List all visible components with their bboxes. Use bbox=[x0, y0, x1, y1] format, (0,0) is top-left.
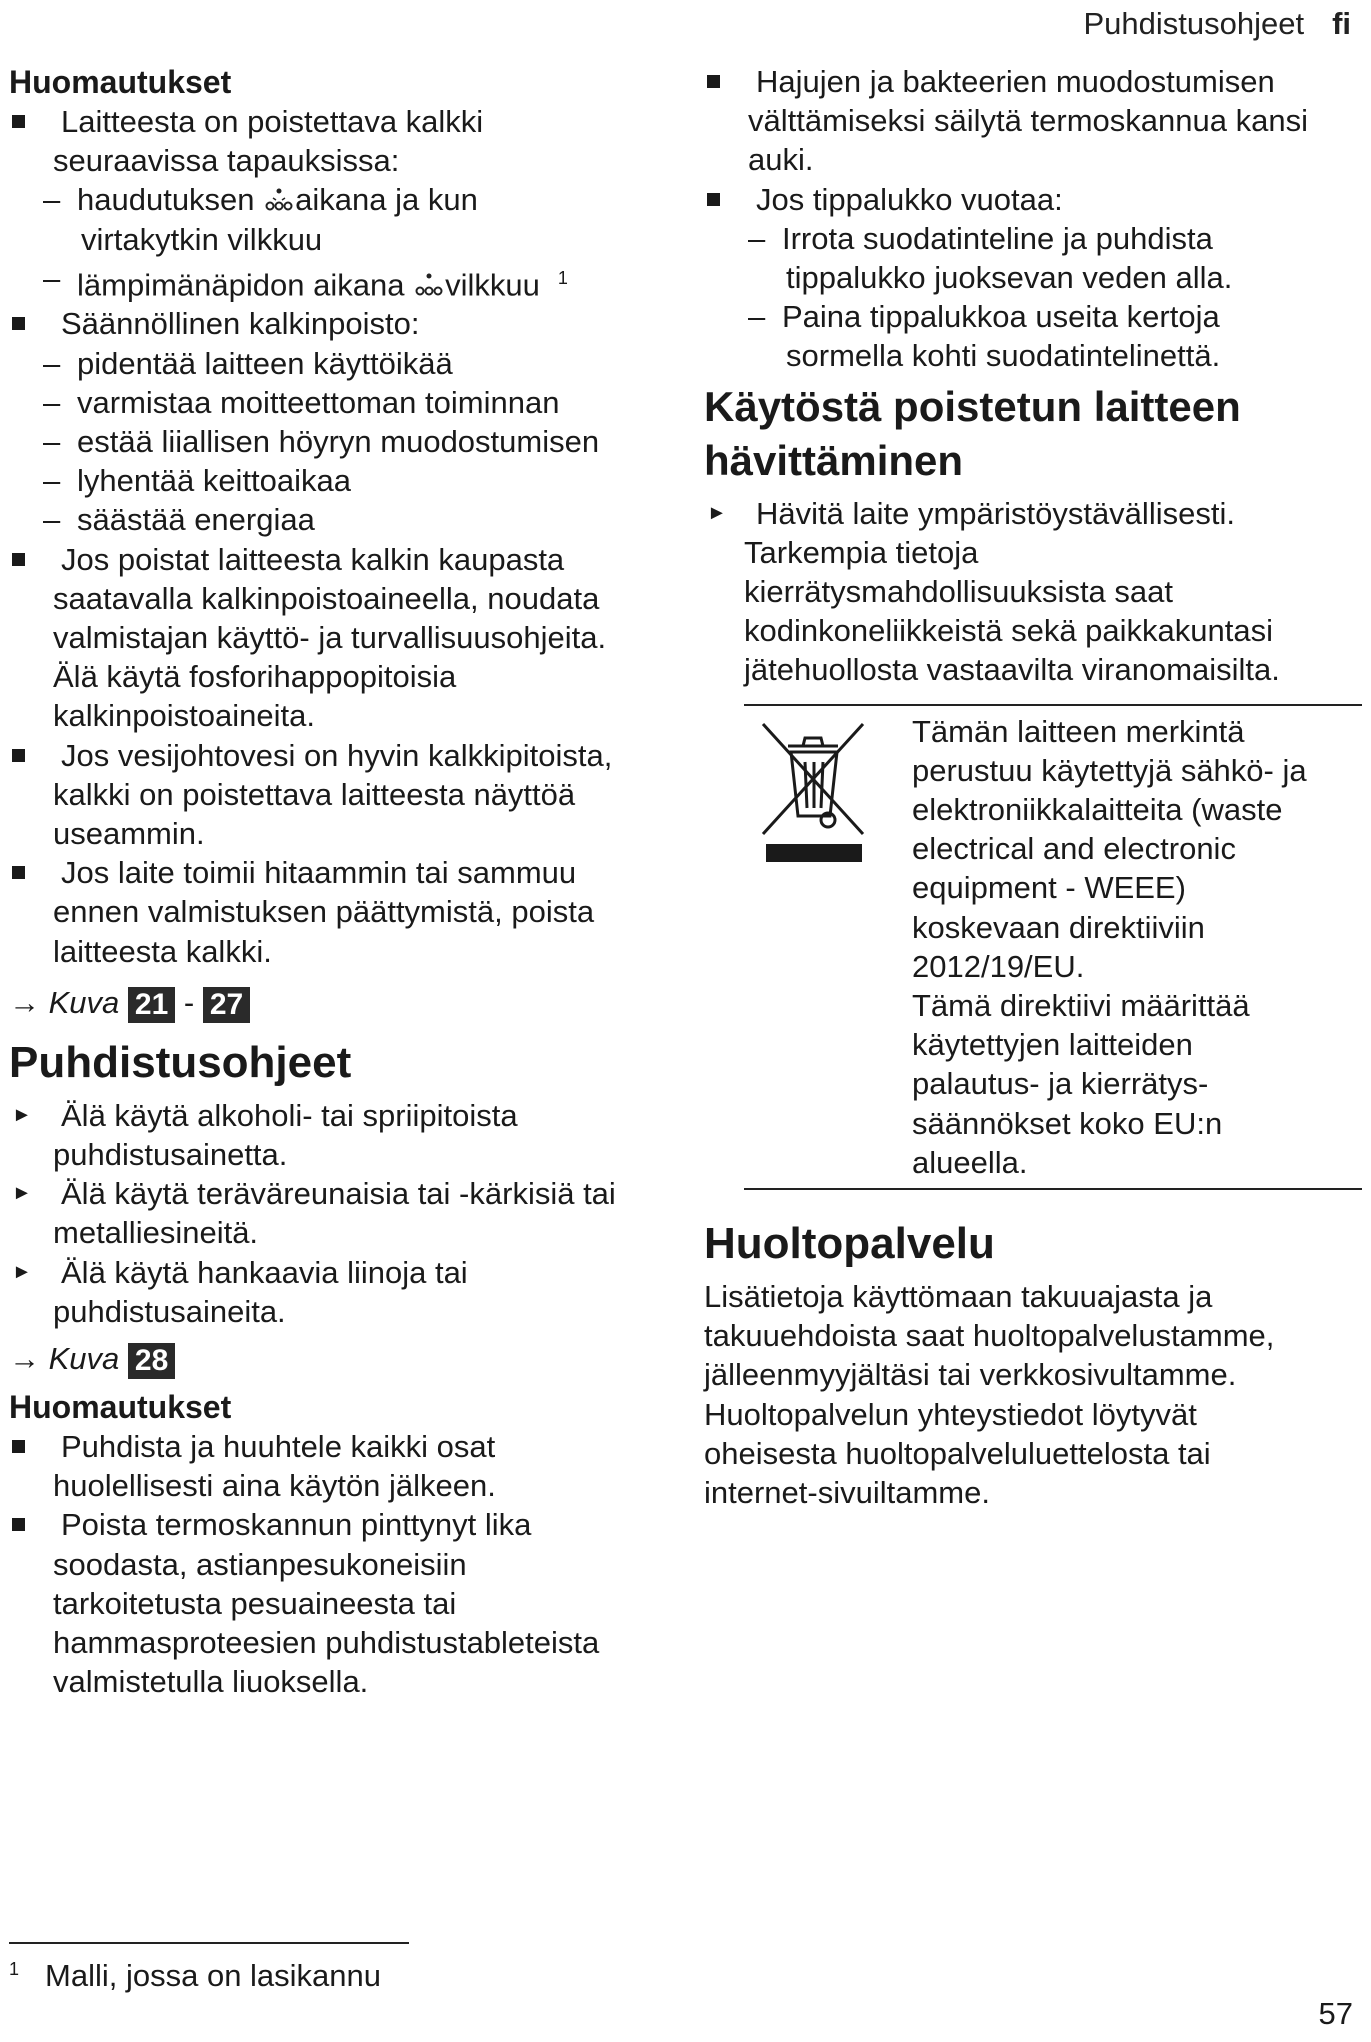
list-item: Jos vesijohtovesi on hyvin kalkkipitoista, kalkki on poistettava laitteesta näyttöä useammin. bbox=[9, 736, 681, 854]
left-column bbox=[9, 62, 681, 1701]
weee-notice bbox=[744, 704, 1362, 1190]
list-item: – varmistaa moitteettoman toiminnan bbox=[43, 383, 681, 422]
page-number: 57 bbox=[1318, 1996, 1353, 2031]
list-item: Puhdista ja huuhtele kaikki osat huolellisesti aina käytön jälkeen. bbox=[9, 1427, 681, 1505]
step-triangle-icon: ► bbox=[12, 1182, 32, 1205]
footnote-marker: 1 bbox=[557, 267, 568, 288]
notes-heading: Huomautukset bbox=[9, 1389, 232, 1426]
list-item: – Irrota suodatinteline ja puhdista tippalukko juoksevan veden alla. bbox=[748, 219, 1362, 297]
list-item: – haudutuksen aikana ja kun virtakytkin vilkkuu bbox=[43, 180, 681, 258]
weee-text: Tämän laitteen merkintä perustuu käytettyjä sähkö- ja elektroniikkalaitteita (waste electrical and electronic equipment - WEEE) koskevaan direktiiviin 2012/19/EU. Tämä direktiivi määrittää käytettyjen laitteiden palautus- ja kierrätys- säännökset koko EU:n alueella. bbox=[912, 713, 1307, 1180]
list-item: ► Älä käytä hankaavia liinoja tai puhdistusaineita. bbox=[12, 1254, 468, 1329]
keep-warm-indicator-icon bbox=[413, 271, 445, 299]
storage-notes-list bbox=[704, 62, 1362, 376]
list-item: Laitteesta on poistettava kalkki seuraavissa tapauksissa: – haudutuksen aikana ja kun virtakytkin vilkkuu – lämpimänäpidon aikana vilkkuu $^1$ bbox=[9, 102, 681, 304]
list-item: ► Hävitä laite ympäristöystävällisesti. bbox=[704, 494, 1362, 533]
figure-reference: → Kuva 28 bbox=[9, 1333, 681, 1385]
drip-stop-steps bbox=[748, 219, 1362, 376]
language-code: fi bbox=[1332, 6, 1351, 41]
right-column bbox=[704, 62, 1362, 1512]
list-item: – estää liiallisen höyryn muodostumisen bbox=[43, 422, 681, 461]
step-triangle-icon: ► bbox=[12, 1103, 32, 1126]
cleaning-instructions-list bbox=[9, 1096, 681, 1331]
crossed-out-wheelie-bin-icon bbox=[758, 716, 868, 866]
running-head bbox=[1083, 6, 1351, 42]
step-triangle-icon: ► bbox=[12, 1260, 32, 1283]
footnote-text: Malli, jossa on lasikannu bbox=[45, 1958, 382, 1993]
list-item: Jos tippalukko vuotaa: – Irrota suodatinteline ja puhdista tippalukko juoksevan veden alla. – Paina tippalukkoa useita kertoja sormella kohti suodatintelinettä. bbox=[704, 180, 1362, 376]
running-head-title: Puhdistusohjeet bbox=[1083, 6, 1305, 41]
list-item: – pidentää laitteen käyttöikää bbox=[43, 344, 681, 383]
list-item: – Paina tippalukkoa useita kertoja sormella kohti suodatintelinettä. bbox=[748, 297, 1362, 375]
disposal-title: Käytöstä poistetun laitteen hävittäminen bbox=[704, 382, 1241, 484]
descaling-notes-list bbox=[9, 102, 681, 971]
footnote-divider bbox=[9, 1942, 409, 1944]
list-item: ► Älä käytä alkoholi- tai spriipitoista puhdistusainetta. bbox=[12, 1097, 518, 1172]
disposal-paragraph: Tarkempia tietoja kierrätysmahdollisuuksista saat kodinkoneliikkeistä sekä paikkakuntasi jätehuollosta vastaavilta viranomaisilta. bbox=[744, 534, 1280, 688]
descale-cases-list bbox=[43, 180, 681, 304]
service-title: Huoltopalvelu bbox=[704, 1219, 995, 1269]
list-item: Jos poistat laitteesta kalkin kaupasta saatavalla kalkinpoistoaineella, noudata valmistajan käyttö- ja turvallisuusohjeita. Älä käytä fosforihappopitoisia kalkinpoistoaineita. bbox=[9, 540, 681, 736]
notes-heading: Huomautukset bbox=[9, 64, 232, 100]
list-item: – lämpimänäpidon aikana vilkkuu $^1$ bbox=[43, 259, 681, 305]
list-item: Säännöllinen kalkinpoisto: – pidentää laitteen käyttöikää – varmistaa moitteettoman toiminnan – estää liiallisen höyryn muodostumisen – lyhentää keittoaikaa – säästää energiaa bbox=[9, 304, 681, 539]
footnote bbox=[9, 1958, 381, 1994]
figure-reference: → Kuva 21 - 27 bbox=[9, 977, 681, 1029]
disposal-steps bbox=[704, 494, 1362, 533]
footnote-number: 1 bbox=[9, 1958, 20, 1979]
list-item: Poista termoskannun pinttynyt lika soodasta, astianpesukoneisiin tarkoitetusta pesuaineesta tai hammasproteesien puhdistustableteista valmistetulla liuoksella. bbox=[9, 1505, 681, 1701]
step-triangle-icon: ► bbox=[707, 501, 727, 524]
list-item: ► Älä käytä teräväreunaisia tai -kärkisiä tai metalliesineitä. bbox=[12, 1176, 616, 1251]
list-item: – säästää energiaa bbox=[43, 500, 681, 539]
list-item: – lyhentää keittoaikaa bbox=[43, 461, 681, 500]
figure-number-badge: 28 bbox=[128, 1343, 175, 1379]
list-item: Jos laite toimii hitaammin tai sammuu ennen valmistuksen päättymistä, poista laitteesta kalkki. bbox=[9, 853, 681, 971]
regular-descaling-benefits bbox=[43, 344, 681, 540]
cleaning-notes-list bbox=[9, 1427, 681, 1701]
figure-number-badge: 27 bbox=[203, 987, 250, 1023]
list-item: Hajujen ja bakteerien muodostumisen välttämiseksi säilytä termoskannua kansi auki. bbox=[704, 62, 1362, 180]
brew-indicator-icon bbox=[263, 186, 295, 214]
service-paragraph: Lisätietoja käyttömaan takuuajasta ja takuuehdoista saat huoltopalvelustamme, jälleenmyyjältäsi tai verkkosivultamme. Huoltopalvelun yhteystiedot löytyvät oheisesta huoltopalveluluettelosta tai internet-sivuiltamme. bbox=[704, 1279, 1275, 1511]
section-title: Puhdistusohjeet bbox=[9, 1037, 352, 1087]
figure-number-badge: 21 bbox=[128, 987, 175, 1023]
